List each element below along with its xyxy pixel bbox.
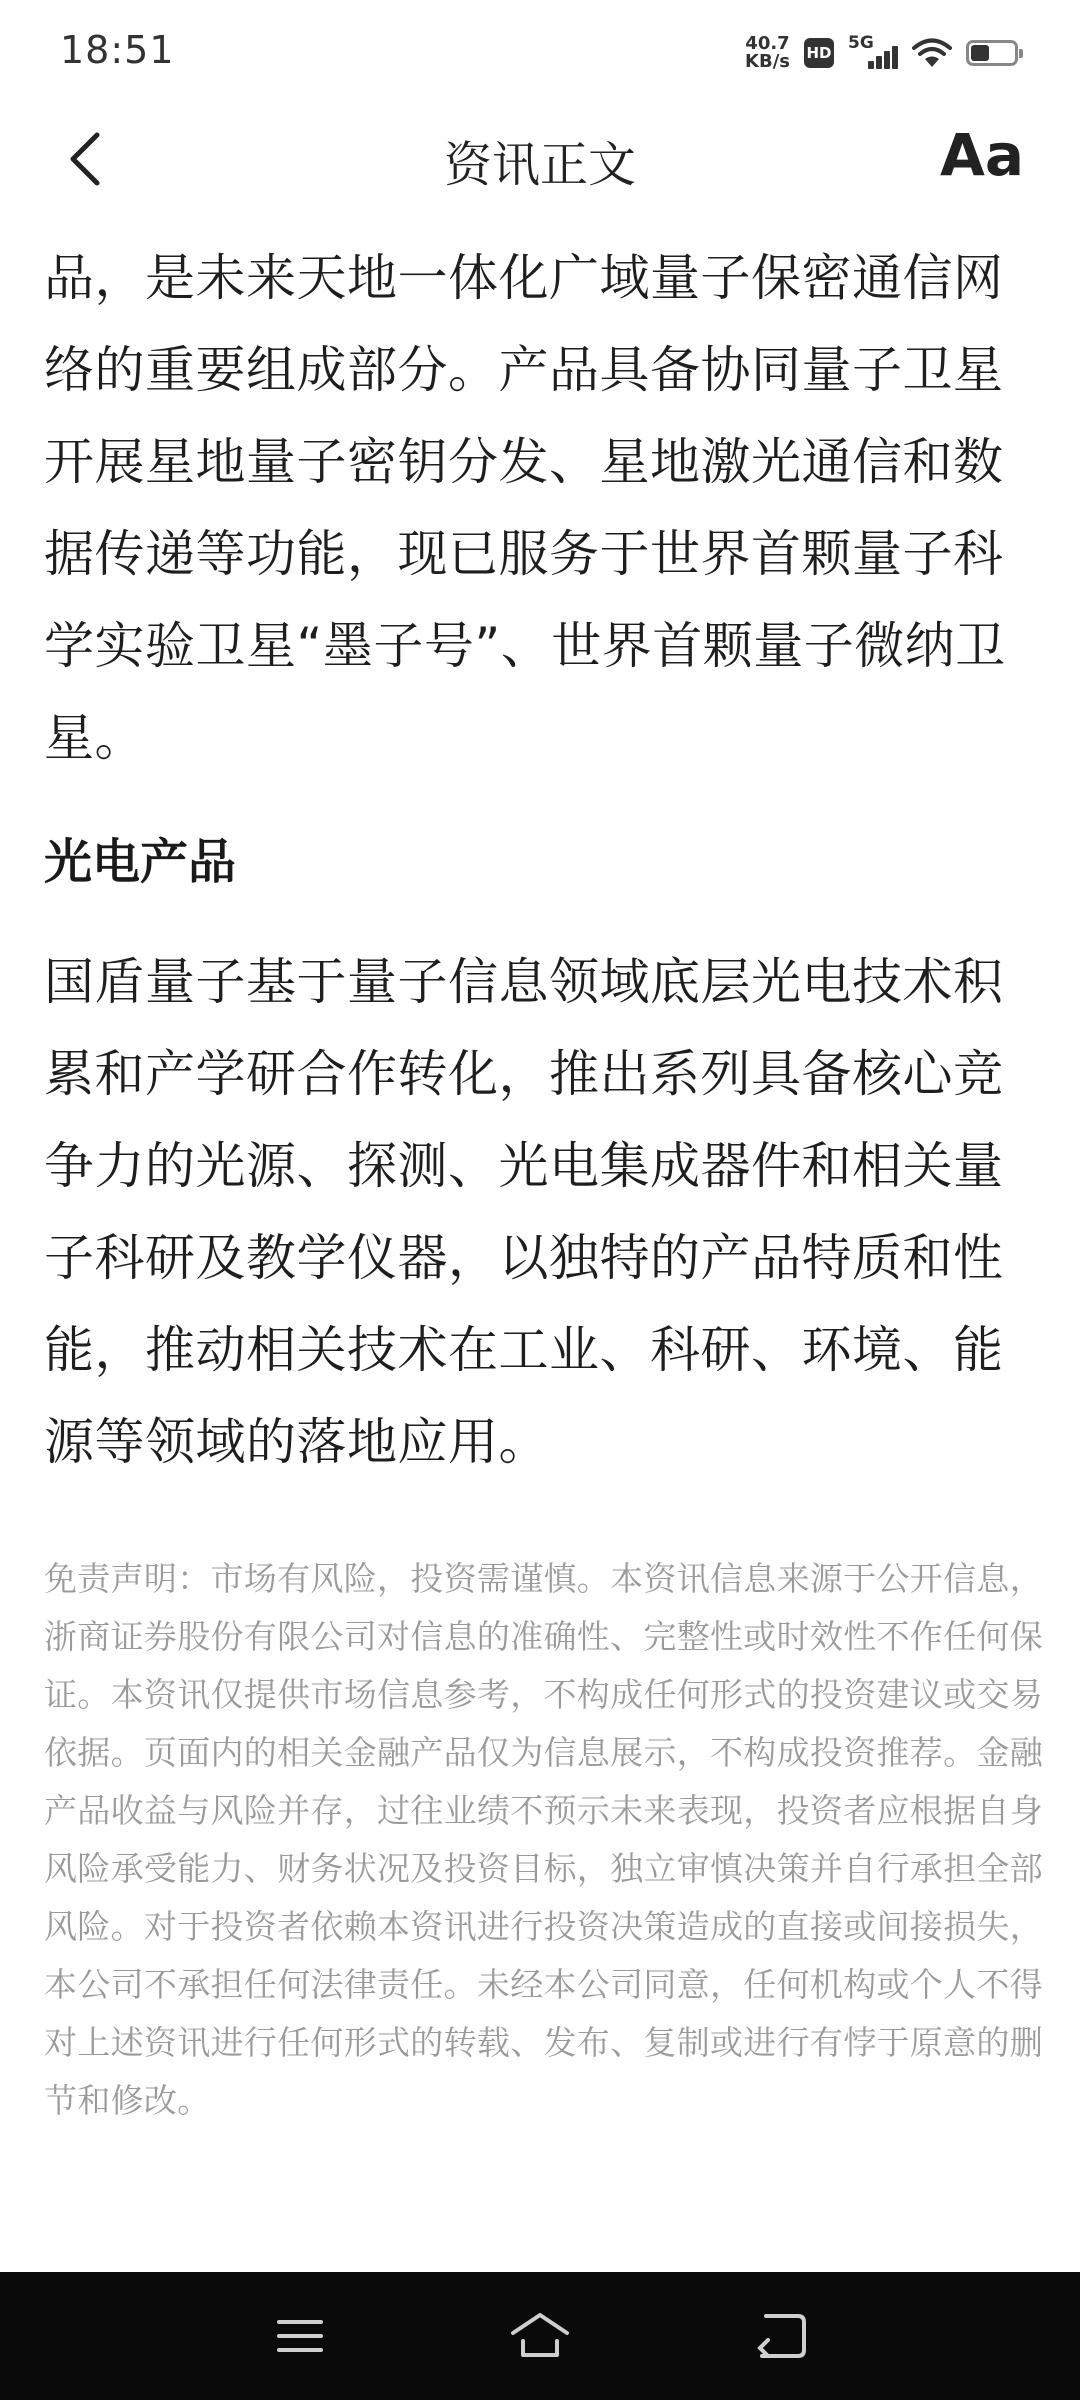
font-size-button[interactable]: Aa: [939, 121, 1024, 189]
network-type-label: 5G: [848, 33, 874, 53]
status-bar: [0, 0, 1080, 106]
home-button[interactable]: [504, 2300, 576, 2372]
status-time: 18:51: [60, 28, 175, 72]
section-heading: 光电产品: [44, 834, 237, 890]
page-title: 资讯正文: [443, 137, 636, 193]
network-speed: [745, 35, 790, 71]
return-button[interactable]: [745, 2300, 817, 2372]
network-speed-unit: KB/s: [745, 51, 790, 72]
menu-icon: [275, 2316, 325, 2356]
battery-icon: [966, 40, 1018, 66]
system-nav-bar: [0, 2272, 1080, 2400]
disclaimer-text: 免责声明：市场有风险，投资需谨慎。本资讯信息来源于公开信息，浙商证券股份有限公司对信息的准确性、完整性或时效性不作任何保证。本资讯仅提供市场信息参考，不构成任何形式的投资建议或交易依据。页面内的相关金融产品仅为信息展示，不构成投资推荐。金融产品收益与风险并存，过往业绩不预示未来表现，投资者应根据自身风险承受能力、财务状况及投资目标，独立审慎决策并自行承担全部风险。对于投资者依赖本资讯进行投资决策造成的直接或间接损失，本公司不承担任何法律责任。未经本公司同意，任何机构或个人不得对上述资讯进行任何形式的转载、发布、复制或进行有悖于原意的删节和修改。: [44, 1559, 1043, 2120]
menu-button[interactable]: [264, 2300, 336, 2372]
home-icon: [509, 2311, 571, 2361]
status-icons: [745, 30, 1018, 76]
nav-header: [0, 106, 1080, 210]
battery-level: [971, 45, 989, 61]
hd-icon: HD: [804, 38, 834, 68]
wifi-icon: [912, 37, 952, 69]
article-paragraph: 品，是未来天地一体化广域量子保密通信网络的重要组成部分。产品具备协同量子卫星开展星地量子密钥分发、星地激光通信和数据传递等功能，现已服务于世界首颗量子科学实验卫星“墨子号”、世界首颗量子微纳卫星。: [44, 249, 1006, 767]
signal-icon: [848, 35, 898, 71]
return-icon: [754, 2312, 808, 2360]
article-content: [44, 232, 1044, 2130]
network-speed-value: 40.7: [745, 33, 790, 54]
article-paragraph: 国盾量子基于量子信息领域底层光电技术积累和产学研合作转化，推出系列具备核心竞争力的光源、探测、光电集成器件和相关量子科研及教学仪器，以独特的产品特质和性能，推动相关技术在工业、科研、环境、能源等领域的落地应用。: [44, 953, 1004, 1471]
